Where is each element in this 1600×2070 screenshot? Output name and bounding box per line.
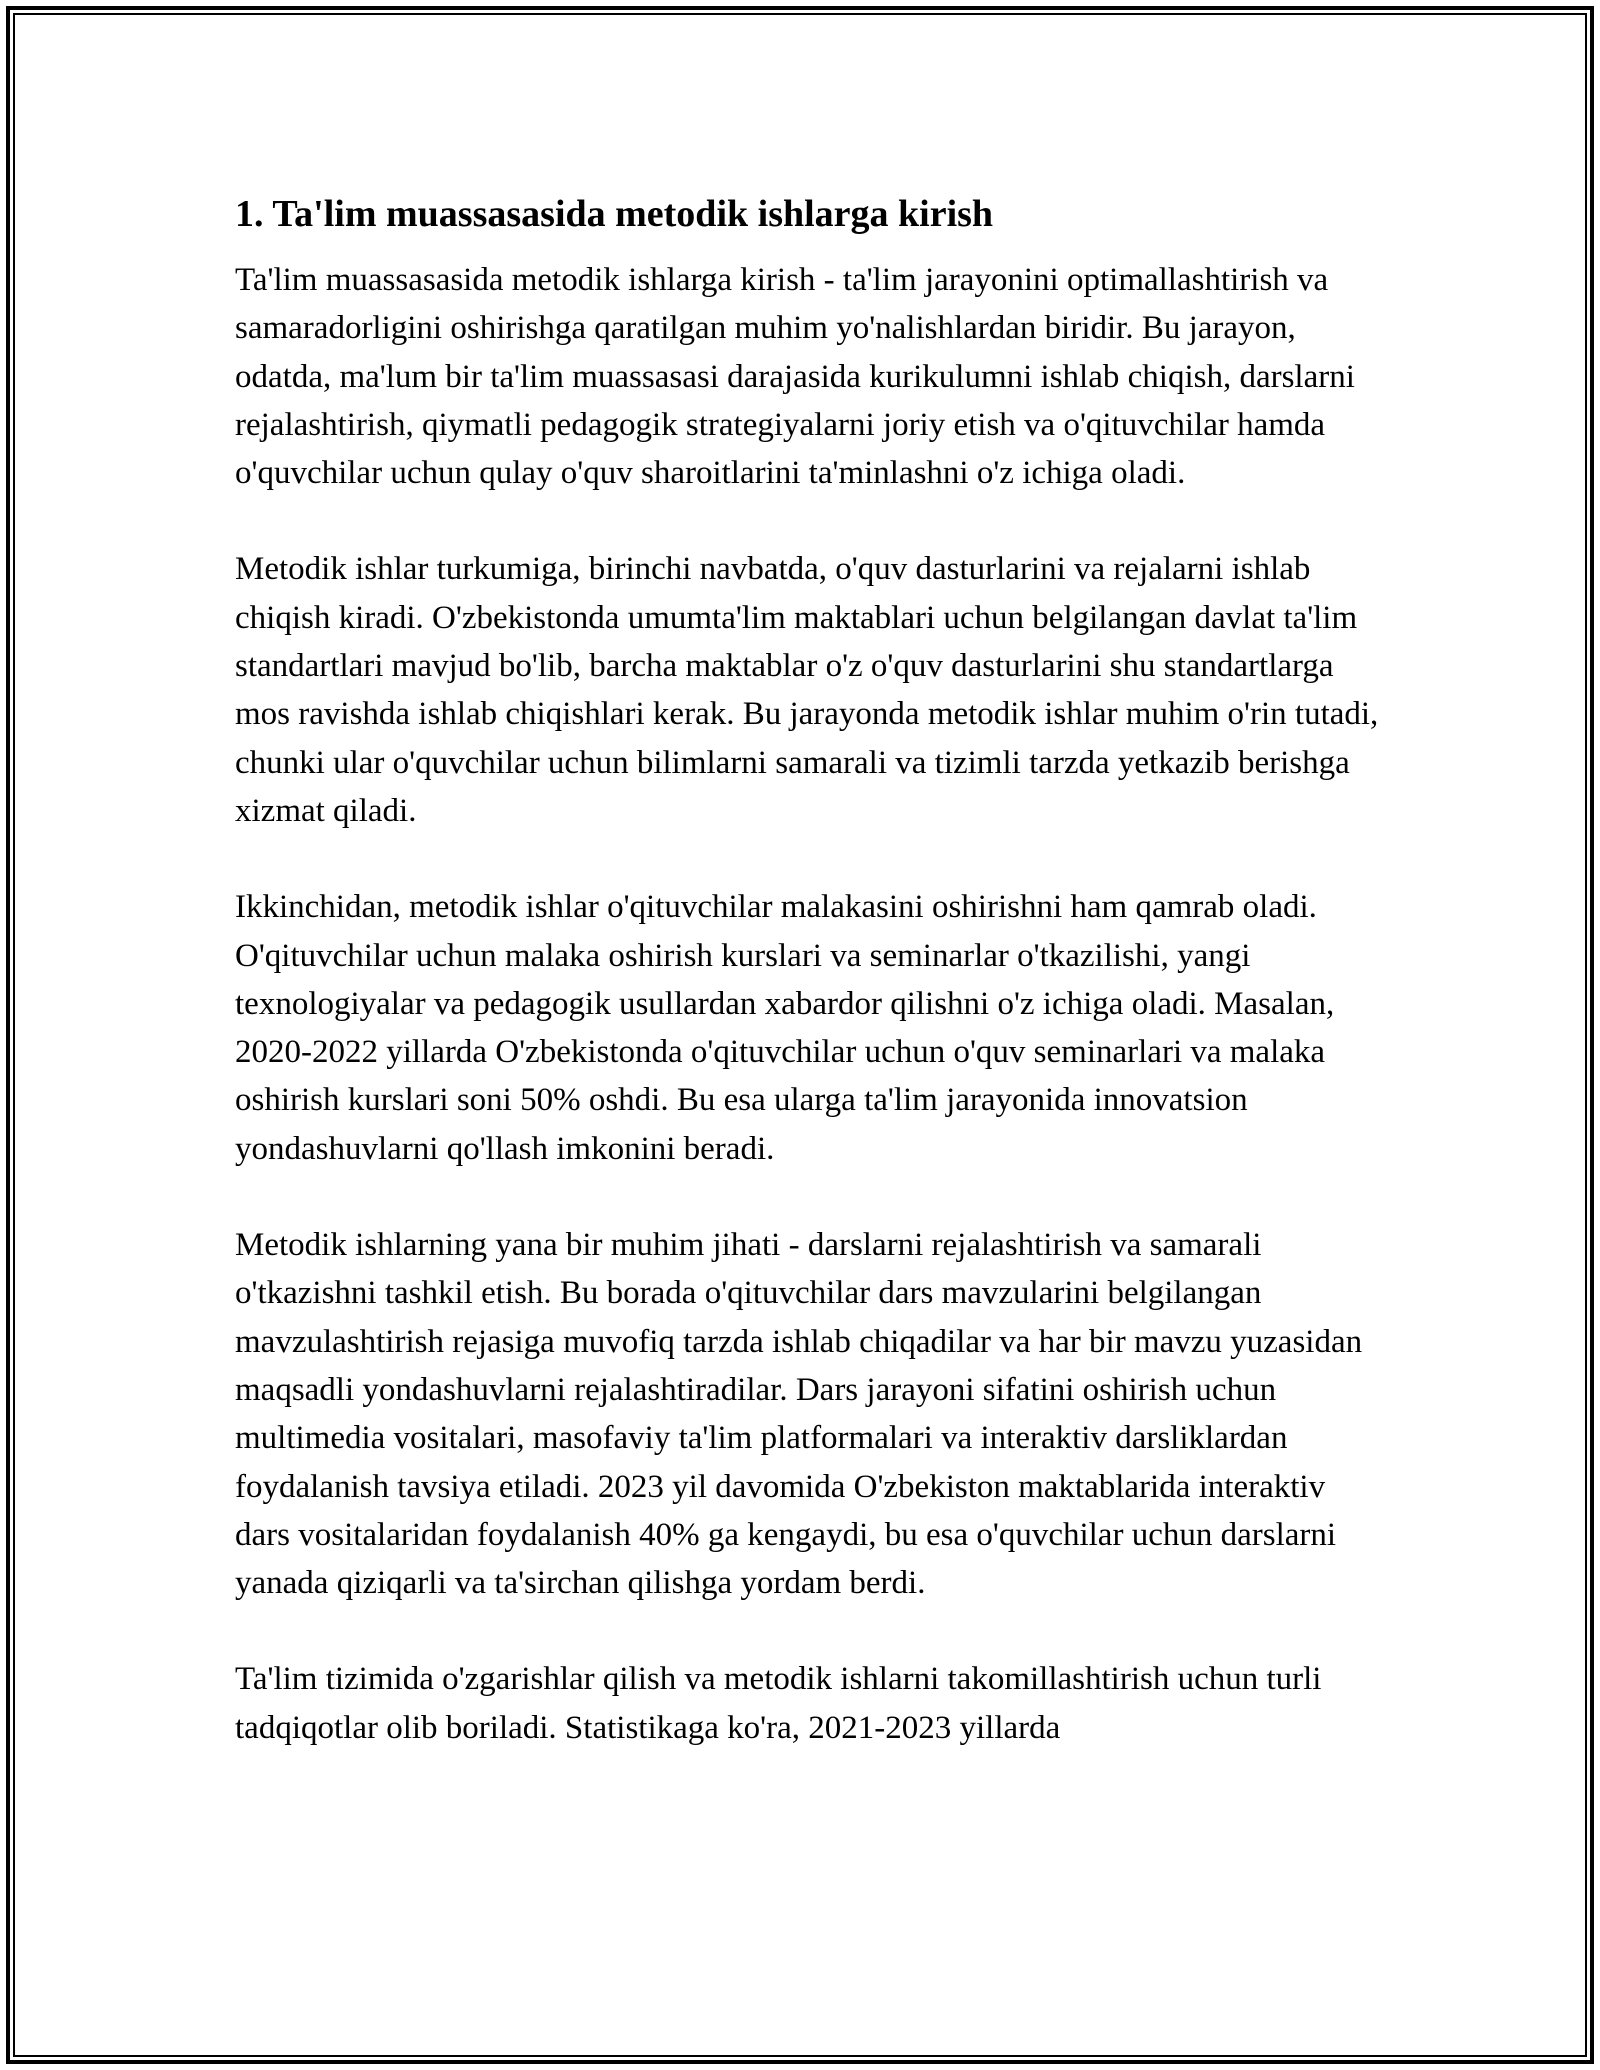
- section-heading: 1. Ta'lim muassasasida metodik ishlarga kirish: [235, 193, 994, 235]
- paragraph-5: Ta'lim tizimida o'zgarishlar qilish va metodik ishlarni takomillashtirish uchun turli tadqiqotlar olib boriladi. Statistikaga ko'ra, 2021-2023 yillarda: [235, 1661, 1322, 1746]
- paragraph-1: Ta'lim muassasasida metodik ishlarga kirish - ta'lim jarayonini optimallashtirish va samaradorligini oshirishga qaratilgan muhim yo'nalishlardan biridir. Bu jarayon, odatda, ma'lum bir ta'lim muassasasi darajasida kurikulumni ishlab chiqish, darslarni rejalashtirish, qiymatli pedagogik strategiyalarni joriy etish va o'qituvchilar hamda o'quvchilar uchun qulay o'quv sharoitlarini ta'minlashni o'z ichiga oladi.: [235, 262, 1355, 492]
- paragraph-3: Ikkinchidan, metodik ishlar o'qituvchilar malakasini oshirishni ham qamrab oladi. O'qituvchilar uchun malaka oshirish kurslari va seminarlar o'tkazilishi, yangi texnologiyalar va pedagogik usullardan xabardor qilishni o'z ichiga oladi. Masalan, 2020-2022 yillarda O'zbekistonda o'qituvchilar uchun o'quv seminarlari va malaka oshirish kurslari soni 50% oshdi. Bu esa ularga ta'lim jarayonida innovatsion yondashuvlarni qo'llash imkonini beradi.: [235, 889, 1335, 1167]
- paragraph-2: Metodik ishlar turkumiga, birinchi navbatda, o'quv dasturlarini va rejalarni ishlab chiqish kiradi. O'zbekistonda umumta'lim maktablari uchun belgilangan davlat ta'lim standartlari mavjud bo'lib, barcha maktablar o'z o'quv dasturlarini shu standartlarga mos ravishda ishlab chiqishlari kerak. Bu jarayonda metodik ishlar muhim o'rin tutadi, chunki ular o'quvchilar uchun bilimlarni samarali va tizimli tarzda yetkazib berishga xizmat qiladi.: [235, 551, 1379, 829]
- document-body: [235, 186, 1385, 1752]
- paragraph-4: Metodik ishlarning yana bir muhim jihati - darslarni rejalashtirish va samarali o'tkazishni tashkil etish. Bu borada o'qituvchilar dars mavzularini belgilangan mavzulashtirish rejasiga muvofiq tarzda ishlab chiqadilar va har bir mavzu yuzasidan maqsadli yondashuvlarni rejalashtiradilar. Dars jarayoni sifatini oshirish uchun multimedia vositalari, masofaviy ta'lim platformalari va interaktiv darsliklardan foydalanish tavsiya etiladi. 2023 yil davomida O'zbekiston maktablarida interaktiv dars vositalaridan foydalanish 40% ga kengaydi, bu esa o'quvchilar uchun darslarni yanada qiziqarli va ta'sirchan qilishga yordam berdi.: [235, 1227, 1363, 1602]
